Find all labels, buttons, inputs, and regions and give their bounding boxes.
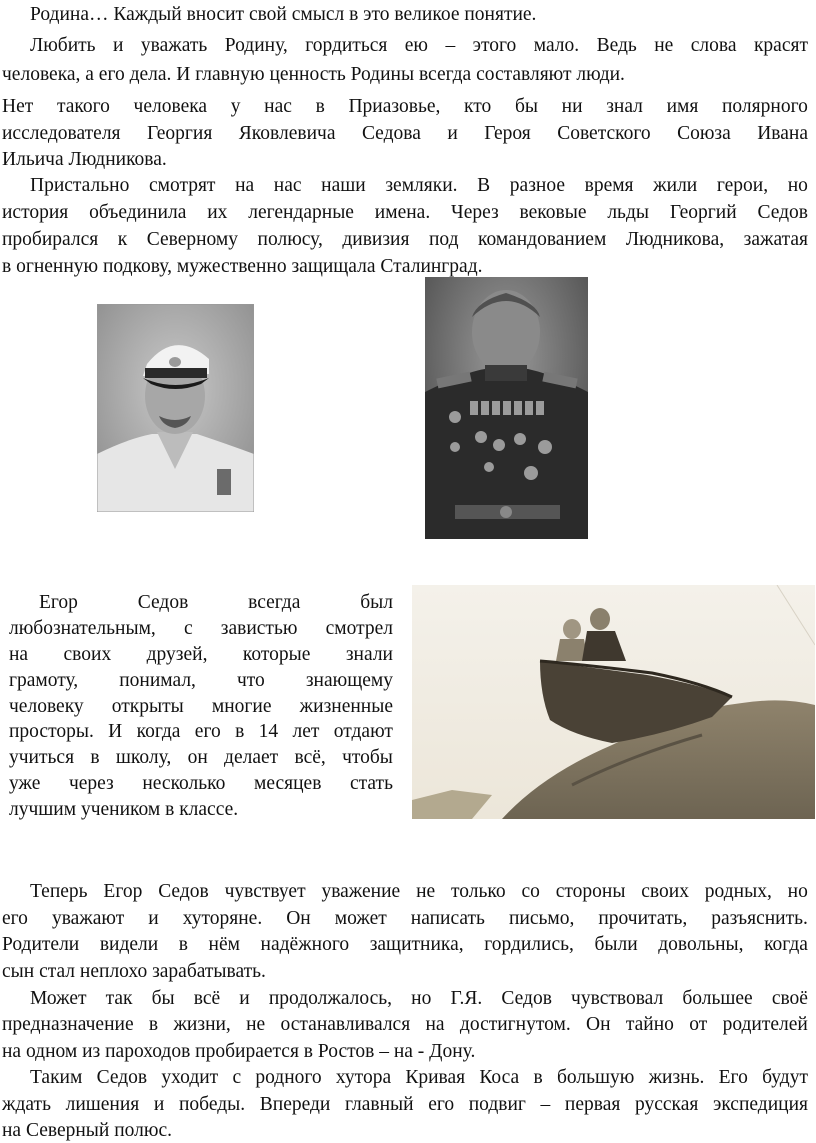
word: Любить (30, 35, 96, 56)
word: Союза (677, 123, 731, 144)
word: довольны, (658, 934, 744, 955)
word: родных, (704, 881, 772, 902)
paragraph-egor-line-6 (9, 720, 393, 744)
word: уходит (161, 1067, 219, 1088)
word: жизненные (299, 696, 393, 717)
word: написать (410, 908, 485, 929)
word: Ивана (757, 123, 808, 144)
word: – (540, 1094, 551, 1115)
word: мало. (533, 35, 580, 56)
word: Героя (484, 123, 531, 144)
word: Пристально (30, 175, 130, 196)
word: он (187, 747, 208, 768)
word: стать (349, 773, 393, 794)
paragraph-heroes-line-2 (2, 201, 808, 225)
word: родного (255, 1067, 322, 1088)
word: делает (224, 747, 279, 768)
word: имена. (374, 202, 431, 223)
word: Родину, (224, 35, 288, 56)
word: Георгия (146, 123, 213, 144)
word: экспедиция (712, 1094, 808, 1115)
word: русская (634, 1094, 699, 1115)
word: их (207, 202, 228, 223)
word: уважать (140, 35, 208, 56)
word: Седов (501, 988, 552, 1009)
word: Седов (137, 592, 189, 613)
word: Егор (39, 592, 78, 613)
photo-sedov-portrait (97, 304, 254, 512)
word: В (477, 175, 491, 196)
word: полюсу, (257, 229, 323, 250)
paragraph-egor-line-5 (9, 695, 393, 719)
word: время (584, 175, 634, 196)
word: в (315, 96, 325, 117)
word: Теперь (30, 881, 88, 902)
paragraph-respect-line-1 (30, 880, 808, 904)
word: большую (556, 1067, 635, 1088)
word: многие (211, 696, 272, 717)
word: открыты (111, 696, 184, 717)
paragraph-expedition-line-1 (30, 1066, 808, 1090)
word: разное (509, 175, 565, 196)
word: Он (586, 1014, 611, 1035)
word: своих (641, 881, 689, 902)
word: любознательным, (9, 618, 156, 639)
word: Людникова, (625, 229, 725, 250)
word: всегда (248, 592, 301, 613)
word: бы (151, 988, 175, 1009)
word: к (117, 229, 128, 250)
paragraph-heroes-line-1 (30, 174, 808, 198)
word: может (334, 908, 387, 929)
paragraph-egor-line-7 (9, 746, 393, 770)
word: ни (561, 96, 583, 117)
paragraph-priazovye-line-1 (2, 95, 808, 119)
paragraph-heroes-line-3 (2, 228, 808, 252)
word: в (533, 1067, 543, 1088)
paragraph-egor-line-9: лучшим учеником в классе. (9, 799, 239, 820)
word: человеку (9, 696, 84, 717)
word: знающему (305, 670, 393, 691)
word: завистью (220, 618, 298, 639)
word: Коса (479, 1067, 520, 1088)
word: не (246, 1014, 266, 1035)
word: и (239, 988, 250, 1009)
word: учиться (9, 747, 75, 768)
word: кто (464, 96, 492, 117)
word: объединила (89, 202, 187, 223)
word: стороны (555, 881, 626, 902)
word: уже (9, 773, 41, 794)
word: Яковлевича (238, 123, 336, 144)
word: гордились, (484, 934, 574, 955)
paragraph-respect-line-4: сын стал неплохо зарабатывать. (2, 961, 266, 982)
paragraph-destiny-line-3: на одном из пароходов пробирается в Ростов – на - Дону. (2, 1041, 476, 1062)
word: Ведь (596, 35, 637, 56)
word: хутора (335, 1067, 392, 1088)
paragraph-love-line-1 (30, 34, 808, 58)
word: месяцев (254, 773, 322, 794)
word: на (9, 644, 29, 665)
word: с (232, 1067, 242, 1088)
word: Его (718, 1067, 748, 1088)
word: Седов (757, 202, 808, 223)
word: прочитать, (598, 908, 688, 929)
paragraph-intro: Родина… Каждый вносит свой смысл в это великое понятие. (30, 4, 537, 25)
word: гордиться (305, 35, 388, 56)
paragraph-heroes-line-4: в огненную подкову, мужественно защищала Сталинград. (2, 256, 483, 277)
word: чувствовал (571, 988, 664, 1009)
word: Приазовье, (348, 96, 441, 117)
paragraph-egor-line-3 (9, 643, 393, 667)
word: в (90, 747, 100, 768)
word: вековые (519, 202, 587, 223)
word: под (428, 229, 459, 250)
word: Г.Я. (450, 988, 483, 1009)
word: Впереди (259, 1094, 331, 1115)
word: так (105, 988, 133, 1009)
paragraph-destiny-line-1 (30, 987, 808, 1011)
word: пробирался (2, 229, 99, 250)
word: такого (56, 96, 110, 117)
word: первая (564, 1094, 621, 1115)
word: Он (286, 908, 311, 929)
word: ждать (2, 1094, 51, 1115)
paragraph-priazovye-line-3: Ильича Людникова. (2, 149, 167, 170)
word: его (428, 1094, 455, 1115)
word: Егор (103, 881, 143, 902)
word: но (411, 988, 432, 1009)
word: несколько (142, 773, 226, 794)
word: Нет (2, 96, 34, 117)
word: Седов (158, 881, 209, 902)
word: когда (764, 934, 808, 955)
word: был (360, 592, 393, 613)
word: предназначение (2, 1014, 134, 1035)
word: школу, (115, 747, 172, 768)
word: отдают (333, 721, 393, 742)
word: но (787, 175, 808, 196)
word: Кривая (405, 1067, 466, 1088)
paragraph-respect-line-2 (2, 907, 808, 931)
word: смотрел (325, 618, 393, 639)
word: письмо, (508, 908, 575, 929)
word: история (2, 202, 69, 223)
word: всё (193, 988, 221, 1009)
word: герои, (716, 175, 769, 196)
word: своё (771, 988, 808, 1009)
word: чтобы (342, 747, 393, 768)
word: тайно (625, 1014, 674, 1035)
word: бы (514, 96, 538, 117)
word: И (108, 721, 123, 742)
word: только (451, 881, 506, 902)
word: и (153, 1094, 165, 1115)
word: лет (292, 721, 320, 742)
word: большее (682, 988, 753, 1009)
word: победы. (178, 1094, 246, 1115)
word: и (148, 908, 159, 929)
word: в (235, 721, 245, 742)
word: не (654, 35, 674, 56)
word: чувствует (224, 881, 306, 902)
photo-boat (412, 585, 815, 819)
word: лишения (65, 1094, 140, 1115)
word: человека (133, 96, 208, 117)
word: Таким (30, 1067, 83, 1088)
word: грамоту, (9, 670, 79, 691)
word: Родители (2, 934, 80, 955)
word: разъяснить. (711, 908, 808, 929)
word: дивизия (342, 229, 410, 250)
word: Советского (557, 123, 651, 144)
paragraph-egor-line-4 (9, 669, 393, 693)
word: жили (653, 175, 698, 196)
word: когда (136, 721, 181, 742)
word: и (447, 123, 458, 144)
paragraph-egor-line-2 (9, 617, 393, 641)
word: были (594, 934, 638, 955)
word: в (178, 934, 188, 955)
paragraph-egor-line-1 (39, 591, 393, 615)
word: не (416, 881, 436, 902)
word: знал (606, 96, 643, 117)
word: ею (404, 35, 429, 56)
word: нас (273, 175, 302, 196)
word: надёжного (260, 934, 350, 955)
word: со (521, 881, 540, 902)
word: его (2, 908, 28, 929)
word: просторы. (9, 721, 94, 742)
word: на (235, 175, 255, 196)
word: родителей (722, 1014, 808, 1035)
word: Седова (361, 123, 421, 144)
paragraph-egor-line-8 (9, 772, 393, 796)
word: жизни, (173, 1014, 231, 1035)
photo-lyudnikov-portrait (425, 277, 588, 539)
paragraph-expedition-line-3: на Северный полюс. (2, 1120, 172, 1141)
paragraph-respect-line-3 (2, 933, 808, 957)
word: в (148, 1014, 159, 1035)
word: друзей, (146, 644, 208, 665)
word: и (113, 35, 124, 56)
paragraph-destiny-line-2 (2, 1013, 808, 1037)
word: своих (63, 644, 112, 665)
word: Георгий (669, 202, 737, 223)
word: имя (666, 96, 699, 117)
word: 14 (258, 721, 279, 742)
word: всё, (294, 747, 326, 768)
word: на (425, 1014, 445, 1035)
word: Северному (146, 229, 239, 250)
word: слова (690, 35, 737, 56)
word: достигнутом. (459, 1014, 571, 1035)
word: от (689, 1014, 708, 1035)
word: хуторяне. (182, 908, 263, 929)
word: будут (762, 1067, 808, 1088)
word: с (183, 618, 193, 639)
word: командованием (478, 229, 607, 250)
word: останавливался (280, 1014, 411, 1035)
word: защитника, (369, 934, 464, 955)
word: через (68, 773, 114, 794)
word: смотрят (148, 175, 216, 196)
word: нас (264, 96, 292, 117)
word: но (787, 881, 808, 902)
word: наши (321, 175, 366, 196)
word: видели (99, 934, 159, 955)
word: что (236, 670, 265, 691)
word: главный (344, 1094, 414, 1115)
word: исследователя (2, 123, 121, 144)
paragraph-expedition-line-2 (2, 1093, 808, 1117)
word: знали (345, 644, 393, 665)
word: – (445, 35, 456, 56)
word: льды (607, 202, 649, 223)
word: Может (30, 988, 87, 1009)
word: красят (753, 35, 808, 56)
word: которые (242, 644, 311, 665)
word: нём (208, 934, 240, 955)
paragraph-love-line-2: человека, а его дела. И главную ценность Родины всегда составляют люди. (2, 64, 625, 85)
word: уважение (321, 881, 401, 902)
word: земляки. (385, 175, 458, 196)
word: этого (472, 35, 517, 56)
word: Через (451, 202, 499, 223)
word: уважают (51, 908, 125, 929)
word: у (230, 96, 241, 117)
word: его (194, 721, 221, 742)
word: понимал, (119, 670, 196, 691)
word: подвиг (468, 1094, 526, 1115)
word: зажатая (743, 229, 808, 250)
word: жизнь. (648, 1067, 705, 1088)
paragraph-priazovye-line-2 (2, 122, 808, 146)
word: легендарные (248, 202, 354, 223)
word: Седов (96, 1067, 148, 1088)
word: полярного (722, 96, 808, 117)
word: продолжалось, (268, 988, 393, 1009)
